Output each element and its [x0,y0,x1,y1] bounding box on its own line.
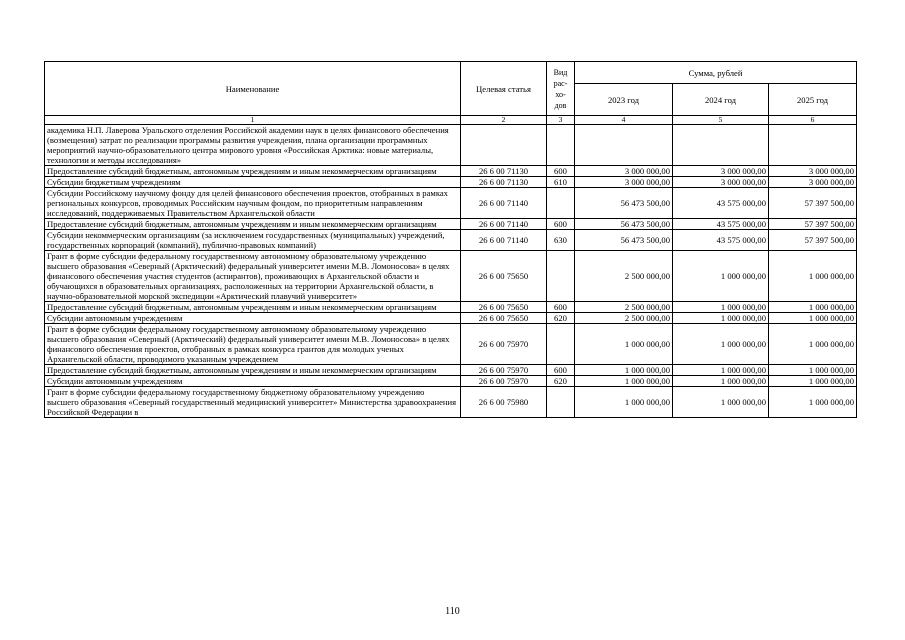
row-amount-2025: 57 397 500,00 [769,230,857,251]
table-row [45,302,857,313]
row-amount-2025: 57 397 500,00 [769,188,857,219]
page-number: 110 [445,606,460,617]
row-expense-kind: 620 [547,313,575,324]
column-number: 1 [45,116,461,125]
table-row [45,230,857,251]
row-amount-2023: 2 500 000,00 [575,251,673,302]
row-amount-2025: 1 000 000,00 [769,313,857,324]
row-expense-kind [547,387,575,418]
table-row [45,219,857,230]
header-year-2025: 2025 год [769,84,857,116]
row-target-code: 26 6 00 75980 [461,387,547,418]
row-name: Предоставление субсидий бюджетным, автономным учреждениям и иным некоммерческим организациям [45,365,461,376]
row-name: Предоставление субсидий бюджетным, автономным учреждениям и иным некоммерческим организациям [45,166,461,177]
row-name: Субсидии некоммерческим организациям (за исключением государственных (муниципальных) учреждений, государственных корпораций (компаний), публично-правовых компаний) [45,230,461,251]
row-amount-2023: 1 000 000,00 [575,324,673,365]
header-expense-kind: Вид рас- хо- дов [547,62,575,116]
row-target-code: 26 6 00 71130 [461,166,547,177]
row-amount-2025: 3 000 000,00 [769,177,857,188]
table-row [45,177,857,188]
row-expense-kind: 630 [547,230,575,251]
row-amount-2023: 2 500 000,00 [575,302,673,313]
row-target-code [461,125,547,166]
row-amount-2025: 1 000 000,00 [769,365,857,376]
row-name: Субсидии автономным учреждениям [45,313,461,324]
row-expense-kind [547,251,575,302]
column-number: 6 [769,116,857,125]
row-amount-2025 [769,125,857,166]
row-amount-2024: 1 000 000,00 [673,387,769,418]
row-amount-2023: 3 000 000,00 [575,166,673,177]
row-name: Грант в форме субсидии федеральному государственному бюджетному образовательному учреждению высшего образования «Северный государственный медицинский университет» Министерства здравоохранения Российской Федерации в [45,387,461,418]
row-expense-kind: 610 [547,177,575,188]
row-amount-2024: 1 000 000,00 [673,376,769,387]
column-number: 4 [575,116,673,125]
row-name: Грант в форме субсидии федеральному государственному автономному образовательному учреждению высшего образования «Северный (Арктический) федеральный университет имени М.В. Ломоносова» в целях финансового обеспечения проектов, отобранных в рамках конкурса грантов для молодых ученых Архангельской области, проводимого указанным учреждением [45,324,461,365]
table-row [45,313,857,324]
table-row [45,324,857,365]
table-row [45,387,857,418]
table-row [45,166,857,177]
row-amount-2025: 57 397 500,00 [769,219,857,230]
row-amount-2025: 1 000 000,00 [769,387,857,418]
row-name: Субсидии бюджетным учреждениям [45,177,461,188]
column-number: 5 [673,116,769,125]
column-numbers-row [45,116,857,125]
row-amount-2024: 1 000 000,00 [673,302,769,313]
row-target-code: 26 6 00 75650 [461,251,547,302]
header-target-article: Целевая статья [461,62,547,116]
row-amount-2024 [673,125,769,166]
row-amount-2024: 1 000 000,00 [673,324,769,365]
row-amount-2025: 1 000 000,00 [769,302,857,313]
row-amount-2023: 1 000 000,00 [575,365,673,376]
row-expense-kind [547,188,575,219]
row-amount-2023: 56 473 500,00 [575,188,673,219]
row-amount-2024: 1 000 000,00 [673,313,769,324]
row-expense-kind: 600 [547,166,575,177]
column-number: 3 [547,116,575,125]
row-name: академика Н.П. Лаверова Уральского отделения Российской академии наук в целях финансового обеспечения (возмещения) затрат по реализации программы развития учреждения, плана организации программных мероприятий научно-образовательного центра мирового уровня «Российская Арктика: новые материалы, технологии и методы исследования» [45,125,461,166]
row-amount-2025: 3 000 000,00 [769,166,857,177]
header-sum-group: Сумма, рублей [575,62,857,84]
row-expense-kind: 600 [547,302,575,313]
table-row [45,188,857,219]
row-name: Грант в форме субсидии федеральному государственному автономному образовательному учреждению высшего образования «Северный (Арктический) федеральный университет имени М.В. Ломоносова» в целях финансового обеспечения участия студентов (аспирантов), проживающих в Архангельской области и обучающихся в образовательных организациях, расположенных на территории Архангельской области, в научно-образовательной морской экспедиции «Арктический плавучий университет» [45,251,461,302]
row-amount-2023: 3 000 000,00 [575,177,673,188]
row-target-code: 26 6 00 75650 [461,302,547,313]
row-amount-2023: 1 000 000,00 [575,387,673,418]
row-amount-2024: 43 575 000,00 [673,219,769,230]
table-row [45,251,857,302]
row-expense-kind: 600 [547,365,575,376]
row-amount-2025: 1 000 000,00 [769,251,857,302]
row-name: Предоставление субсидий бюджетным, автономным учреждениям и иным некоммерческим организациям [45,219,461,230]
row-target-code: 26 6 00 75970 [461,376,547,387]
row-name: Субсидии Российскому научному фонду для целей финансового обеспечения проектов, отобранных в рамках региональных конкурсов, проводимых Российским научным фондом, по приоритетным направлениям исследований, поддерживаемых Правительством Архангельской области [45,188,461,219]
row-name: Предоставление субсидий бюджетным, автономным учреждениям и иным некоммерческим организациям [45,302,461,313]
budget-table [44,61,857,418]
column-number: 2 [461,116,547,125]
row-expense-kind: 620 [547,376,575,387]
row-amount-2023 [575,125,673,166]
row-amount-2024: 3 000 000,00 [673,177,769,188]
row-amount-2024: 3 000 000,00 [673,166,769,177]
row-target-code: 26 6 00 75650 [461,313,547,324]
table-row [45,365,857,376]
row-expense-kind: 600 [547,219,575,230]
row-amount-2023: 56 473 500,00 [575,230,673,251]
row-amount-2025: 1 000 000,00 [769,324,857,365]
header-year-2023: 2023 год [575,84,673,116]
row-target-code: 26 6 00 75970 [461,365,547,376]
row-amount-2024: 43 575 000,00 [673,230,769,251]
row-target-code: 26 6 00 71140 [461,219,547,230]
header-year-2024: 2024 год [673,84,769,116]
row-amount-2024: 1 000 000,00 [673,251,769,302]
row-amount-2025: 1 000 000,00 [769,376,857,387]
header-name: Наименование [45,62,461,116]
table-row [45,376,857,387]
row-amount-2024: 1 000 000,00 [673,365,769,376]
row-target-code: 26 6 00 75970 [461,324,547,365]
row-amount-2024: 43 575 000,00 [673,188,769,219]
row-target-code: 26 6 00 71130 [461,177,547,188]
row-target-code: 26 6 00 71140 [461,188,547,219]
table-row [45,125,857,166]
row-amount-2023: 56 473 500,00 [575,219,673,230]
row-amount-2023: 2 500 000,00 [575,313,673,324]
row-expense-kind [547,324,575,365]
row-target-code: 26 6 00 71140 [461,230,547,251]
row-name: Субсидии автономным учреждениям [45,376,461,387]
row-expense-kind [547,125,575,166]
row-amount-2023: 1 000 000,00 [575,376,673,387]
